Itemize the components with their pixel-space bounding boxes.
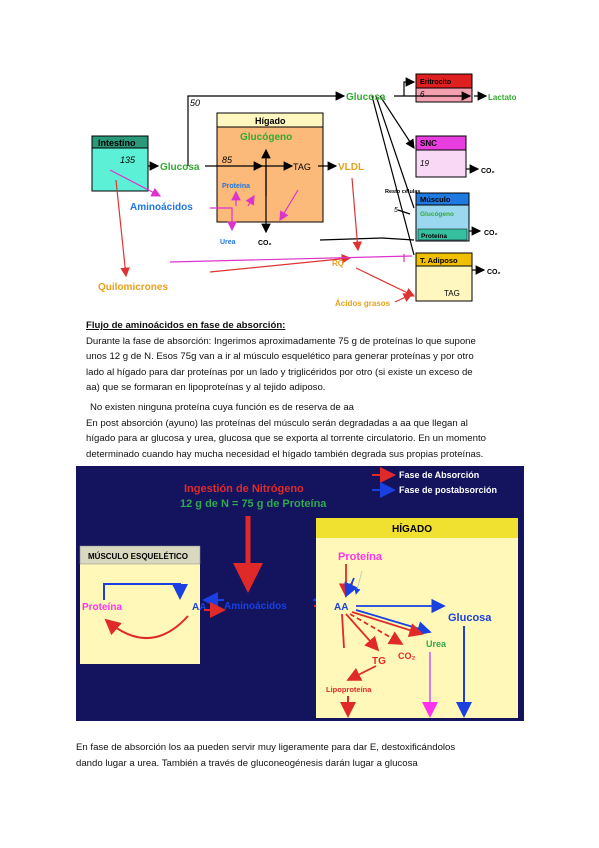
text-line: En post absorción (ayuno) las proteínas del músculo serán degradadas a aa que llegan al xyxy=(86,417,468,429)
co2-label: CO₂ xyxy=(398,651,416,661)
vldl-label: VLDL xyxy=(338,162,365,173)
text-line: lado al hígado para dar proteínas por un lado y triglicéridos por otro (si existe un exceso de xyxy=(86,366,473,378)
urea-label: Urea xyxy=(426,639,447,649)
aminoacidos-label: Aminoácidos xyxy=(130,202,193,213)
resto-value: 5 xyxy=(394,207,398,214)
glucosa-top-label: Glucosa xyxy=(346,92,386,103)
proteina-liver-label: Proteína xyxy=(222,183,251,190)
snc-value: 19 xyxy=(420,159,429,168)
higado-label: Hígado xyxy=(255,116,286,126)
musculo-label: Músculo xyxy=(420,195,451,204)
absorption-heading: Flujo de aminoácidos en fase de absorción: xyxy=(86,320,286,331)
closing-paragraph xyxy=(76,740,455,771)
nitrogen-flow-diagram xyxy=(76,466,524,721)
aminoacidos-label: Aminoácidos xyxy=(224,601,287,612)
snc-label: SNC xyxy=(420,139,437,148)
tag-liver-label: TAG xyxy=(293,162,311,172)
glucogeno-label: Glucógeno xyxy=(240,132,293,143)
metabolic-flow-diagram xyxy=(0,0,599,310)
glucosa-left-label: Glucosa xyxy=(160,162,200,173)
acidos-grasos-label: Ácidos grasos xyxy=(335,299,391,308)
text-line: No existen ninguna proteína cuya función es de reserva de aa xyxy=(90,402,355,413)
adiposo-tag-label: TAG xyxy=(444,289,460,298)
co2-musculo-label: CO₂ xyxy=(484,230,498,237)
intestino-value: 135 xyxy=(120,155,136,165)
absorption-paragraph xyxy=(86,318,476,396)
lactato-label: Lactato xyxy=(488,93,517,102)
intestino-label: Intestino xyxy=(98,138,136,148)
lipoproteina-label: Lipoproteína xyxy=(326,685,372,694)
legend-absorcion: Fase de Absorción xyxy=(399,470,480,480)
text-line: aa) que se formaran en lipoproteínas y al tejido adiposo. xyxy=(86,382,326,393)
musculo-glucogeno-label: Glucógeno xyxy=(420,211,454,218)
quilomicrones-label: Quilomicrones xyxy=(98,282,169,293)
text-line: unos 12 g de N. Esos 75g van a ir al músculo esquelético para generar proteínas y por otro xyxy=(86,351,474,362)
aa-liver-label: AA xyxy=(334,602,349,613)
text-line: dando lugar a urea. También a través de gluconeogénesis darán lugar a glucosa xyxy=(76,757,418,769)
aa-muscle-label: AA xyxy=(192,602,207,613)
co2-liver-label: CO₂ xyxy=(258,240,272,247)
proteina-muscle-label: Proteína xyxy=(82,602,123,613)
ingestion-title: Ingestión de Nitrógeno xyxy=(184,483,304,495)
value-50: 50 xyxy=(190,98,201,108)
higado-label: HÍGADO xyxy=(392,524,432,535)
value-85: 85 xyxy=(222,155,233,165)
text-line: hígado para ar glucosa y urea, glucosa que se exporta al torrente circulatorio. En un momento xyxy=(86,433,486,444)
adiposo-label: T. Adiposo xyxy=(420,256,458,265)
resto-celulas-label: Resto células xyxy=(385,189,421,195)
proteina-liver-label: Proteína xyxy=(338,551,383,563)
rq-label: RQ xyxy=(332,259,344,268)
co2-adiposo-label: CO₂ xyxy=(487,269,501,276)
urea-label: Urea xyxy=(220,239,236,246)
musculo-label: MÚSCULO ESQUELÉTICO xyxy=(88,552,189,561)
ingestion-subtitle: 12 g de N = 75 g de Proteína xyxy=(180,498,327,510)
tg-label: TG xyxy=(372,656,386,667)
eritrocito-label: Eritrocito xyxy=(420,79,452,86)
postabsorption-paragraph xyxy=(86,400,486,462)
co2-snc-label: CO₂ xyxy=(481,168,495,175)
musculo-proteina-label: Proteína xyxy=(421,233,448,240)
text-line: Durante la fase de absorción: Ingerimos aproximadamente 75 g de proteínas lo que supone xyxy=(86,335,476,347)
glucosa-label: Glucosa xyxy=(448,612,492,624)
eritrocito-value: 6 xyxy=(420,90,425,99)
text-line: En fase de absorción los aa pueden servir muy ligeramente para dar E, destoxificándolos xyxy=(76,742,456,753)
legend-postabsorcion: Fase de postabsorción xyxy=(399,485,498,495)
text-line: determinado cuando hay mucha necesidad el hígado también degrada sus propias proteínas. xyxy=(86,448,484,460)
